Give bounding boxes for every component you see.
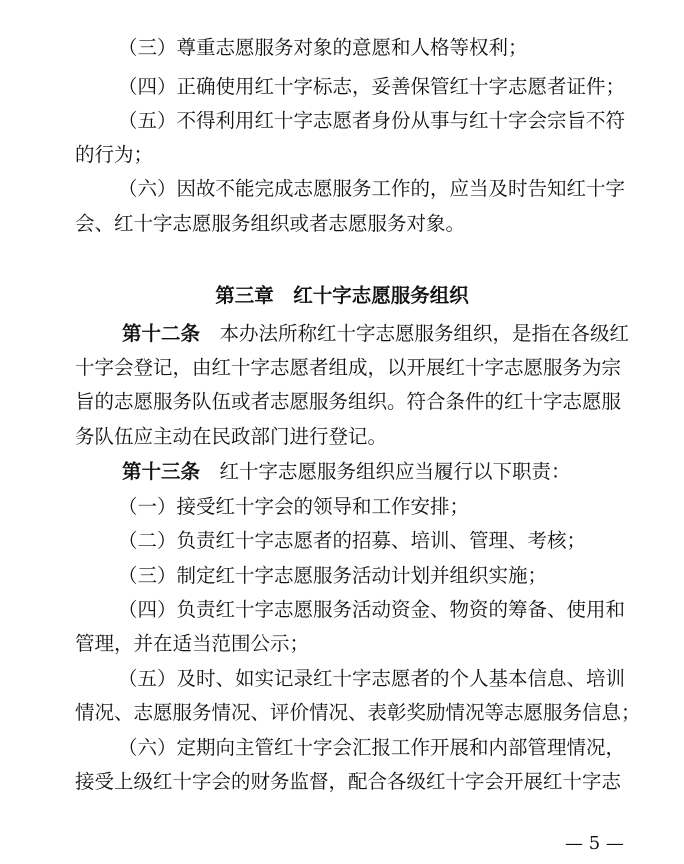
article-12-title: 第十二条: [122, 322, 201, 345]
paragraph-line: （五）不得利用红十字志愿者身份从事与红十字会宗旨不符: [118, 109, 626, 132]
article-13-title: 第十三条: [122, 460, 201, 483]
article-12-text: 本办法所称红十字志愿服务组织，是指在各级红: [219, 322, 630, 345]
list-item: （四）负责红十字志愿服务活动资金、物资的筹备、使用和: [118, 598, 626, 621]
article-12-first-line: [0, 319, 684, 349]
list-item: （六）定期向主管红十字会汇报工作开展和内部管理情况，: [118, 736, 626, 759]
paragraph-line: 旨的志愿服务队伍或者志愿服务组织。符合条件的红十字志愿服: [75, 390, 622, 413]
paragraph-line: 十字会登记，由红十字志愿者组成，以开展红十字志愿服务为宗: [75, 356, 622, 379]
paragraph-line: 务队伍应主动在民政部门进行登记。: [75, 425, 388, 448]
paragraph-line: 会、红十字志愿服务组织或者志愿服务对象。: [75, 212, 466, 235]
list-item-continuation: 接受上级红十字会的财务监督，配合各级红十字会开展红十字志: [75, 770, 622, 793]
paragraph-line: 的行为；: [75, 143, 154, 166]
list-item-continuation: 管理，并在适当范围公示；: [75, 632, 310, 655]
chapter-heading: 第三章 红十字志愿服务组织: [215, 284, 469, 307]
list-item: （五）及时、如实记录红十字志愿者的个人基本信息、培训: [118, 667, 626, 690]
paragraph-line: （四）正确使用红十字标志，妥善保管红十字志愿者证件；: [118, 75, 626, 98]
list-item: （一）接受红十字会的领导和工作安排；: [118, 495, 470, 518]
paragraph-line: （六）因故不能完成志愿服务工作的，应当及时告知红十字: [118, 177, 626, 200]
article-13-first-line: [0, 457, 684, 487]
paragraph-line: （三）尊重志愿服务对象的意愿和人格等权利；: [118, 36, 528, 59]
list-item: （三）制定红十字志愿服务活动计划并组织实施；: [118, 564, 548, 587]
article-13-text: 红十字志愿服务组织应当履行以下职责：: [219, 460, 571, 483]
page-number: — 5 —: [565, 833, 624, 854]
list-item-continuation: 情况、志愿服务情况、评价情况、表彰奖励情况等志愿服务信息；: [75, 701, 641, 724]
list-item: （二）负责红十字志愿者的招募、培训、管理、考核；: [118, 529, 587, 552]
